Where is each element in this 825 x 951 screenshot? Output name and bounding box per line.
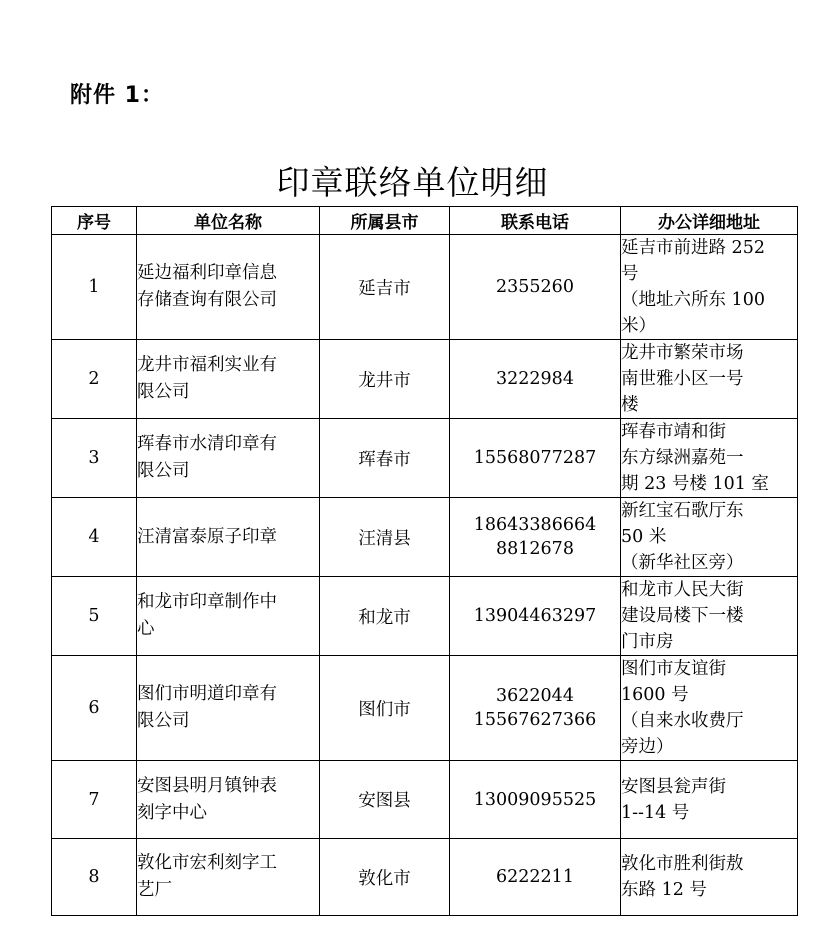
address-line: 门市房 (621, 632, 674, 652)
address-line: 龙井市繁荣市场 (621, 343, 744, 363)
unit-name (137, 498, 320, 577)
unit-name-line: 延边福利印章信息 (137, 263, 277, 283)
phone (450, 340, 621, 419)
address-line: 图们市友谊街 (621, 659, 726, 679)
row-number: 8 (52, 839, 137, 916)
phone (450, 839, 621, 916)
address-line: 东方绿洲嘉苑一 (621, 448, 744, 468)
address (621, 761, 798, 839)
address-line: 50 米 (621, 527, 667, 547)
address (621, 839, 798, 916)
phone (450, 761, 621, 839)
address-line: 1600 号 (621, 685, 689, 705)
header-phone: 联系电话 (450, 207, 621, 235)
phone (450, 235, 621, 340)
phone-number: 13904463297 (473, 606, 597, 626)
table-row (52, 340, 798, 419)
table-row (52, 839, 798, 916)
phone (450, 419, 621, 498)
phone (450, 577, 621, 656)
address-line: 楼 (621, 395, 639, 415)
address-line: 延吉市前进路 252 (621, 238, 765, 258)
table-row (52, 235, 798, 340)
row-number: 7 (52, 761, 137, 839)
unit-name-line: 珲春市水清印章有 (137, 434, 277, 454)
header-address: 办公详细地址 (621, 207, 798, 235)
address-line: （新华社区旁） (621, 553, 744, 573)
unit-name-line: 和龙市印章制作中 (137, 592, 277, 612)
address-line: 1--14 号 (621, 802, 690, 823)
city: 珲春市 (320, 419, 450, 498)
phone-number: 3622044 (496, 686, 574, 706)
unit-name (137, 419, 320, 498)
address (621, 577, 798, 656)
address (621, 340, 798, 419)
phone-number: 13009095525 (473, 789, 597, 810)
address-line: 旁边） (621, 737, 674, 757)
unit-name-line: 龙井市福利实业有 (137, 355, 277, 375)
table-row (52, 498, 798, 577)
unit-name (137, 761, 320, 839)
unit-name-line: 限公司 (137, 461, 190, 481)
unit-name (137, 656, 320, 761)
unit-name-line: 心 (137, 619, 155, 639)
address-line: （地址六所东 100 (621, 290, 765, 310)
city: 敦化市 (320, 839, 450, 916)
phone-number: 3222984 (496, 369, 574, 389)
city: 安图县 (320, 761, 450, 839)
header-unit-name: 单位名称 (137, 207, 320, 235)
table-row (52, 656, 798, 761)
address-line: 新红宝石歌厅东 (621, 501, 744, 521)
table-row (52, 419, 798, 498)
address-line: 珲春市靖和街 (621, 422, 726, 442)
row-number: 5 (52, 577, 137, 656)
row-number: 3 (52, 419, 137, 498)
unit-name-line: 敦化市宏利刻字工 (137, 853, 277, 873)
address (621, 235, 798, 340)
phone-number: 15568077287 (473, 448, 597, 468)
phone-number: 2355260 (496, 277, 574, 297)
phone-number: 6222211 (496, 867, 574, 887)
unit-name-line: 刻字中心 (137, 802, 207, 823)
unit-name-line: 存储查询有限公司 (137, 290, 277, 310)
phone-number: 18643386664 (473, 515, 597, 535)
address-line: （自来水收费厅 (621, 711, 744, 731)
seal-contact-table (51, 206, 798, 916)
city: 龙井市 (320, 340, 450, 419)
table-header-row (52, 207, 798, 235)
unit-name-line: 艺厂 (137, 880, 172, 900)
header-city: 所属县市 (320, 207, 450, 235)
phone (450, 498, 621, 577)
city: 图们市 (320, 656, 450, 761)
unit-name (137, 839, 320, 916)
address-line: 敦化市胜利街敖 (621, 854, 744, 874)
unit-name (137, 235, 320, 340)
address-line: 米） (621, 316, 656, 336)
address (621, 498, 798, 577)
row-number: 1 (52, 235, 137, 340)
address-line: 建设局楼下一楼 (621, 606, 744, 626)
row-number: 2 (52, 340, 137, 419)
unit-name-line: 限公司 (137, 382, 190, 402)
address (621, 419, 798, 498)
attachment-label: 附件 1： (70, 83, 164, 108)
unit-name-line: 图们市明道印章有 (137, 684, 277, 704)
phone (450, 656, 621, 761)
address-line: 南世雅小区一号 (621, 369, 744, 389)
row-number: 6 (52, 656, 137, 761)
address (621, 656, 798, 761)
address-line: 和龙市人民大街 (621, 580, 744, 600)
address-line: 安图县瓮声街 (621, 776, 726, 797)
city: 延吉市 (320, 235, 450, 340)
header-number: 序号 (52, 207, 137, 235)
row-number: 4 (52, 498, 137, 577)
phone-number: 15567627366 (473, 710, 597, 730)
unit-name (137, 340, 320, 419)
unit-name (137, 577, 320, 656)
address-line: 号 (621, 264, 639, 284)
city: 和龙市 (320, 577, 450, 656)
table-row (52, 577, 798, 656)
address-line: 期 23 号楼 101 室 (621, 474, 769, 494)
unit-name-line: 汪清富泰原子印章 (137, 526, 277, 547)
city: 汪清县 (320, 498, 450, 577)
unit-name-line: 限公司 (137, 711, 190, 731)
document-title: 印章联络单位明细 (276, 163, 549, 202)
unit-name-line: 安图县明月镇钟表 (137, 775, 277, 796)
phone-number: 8812678 (496, 539, 574, 559)
table-row (52, 761, 798, 839)
address-line: 东路 12 号 (621, 880, 707, 900)
